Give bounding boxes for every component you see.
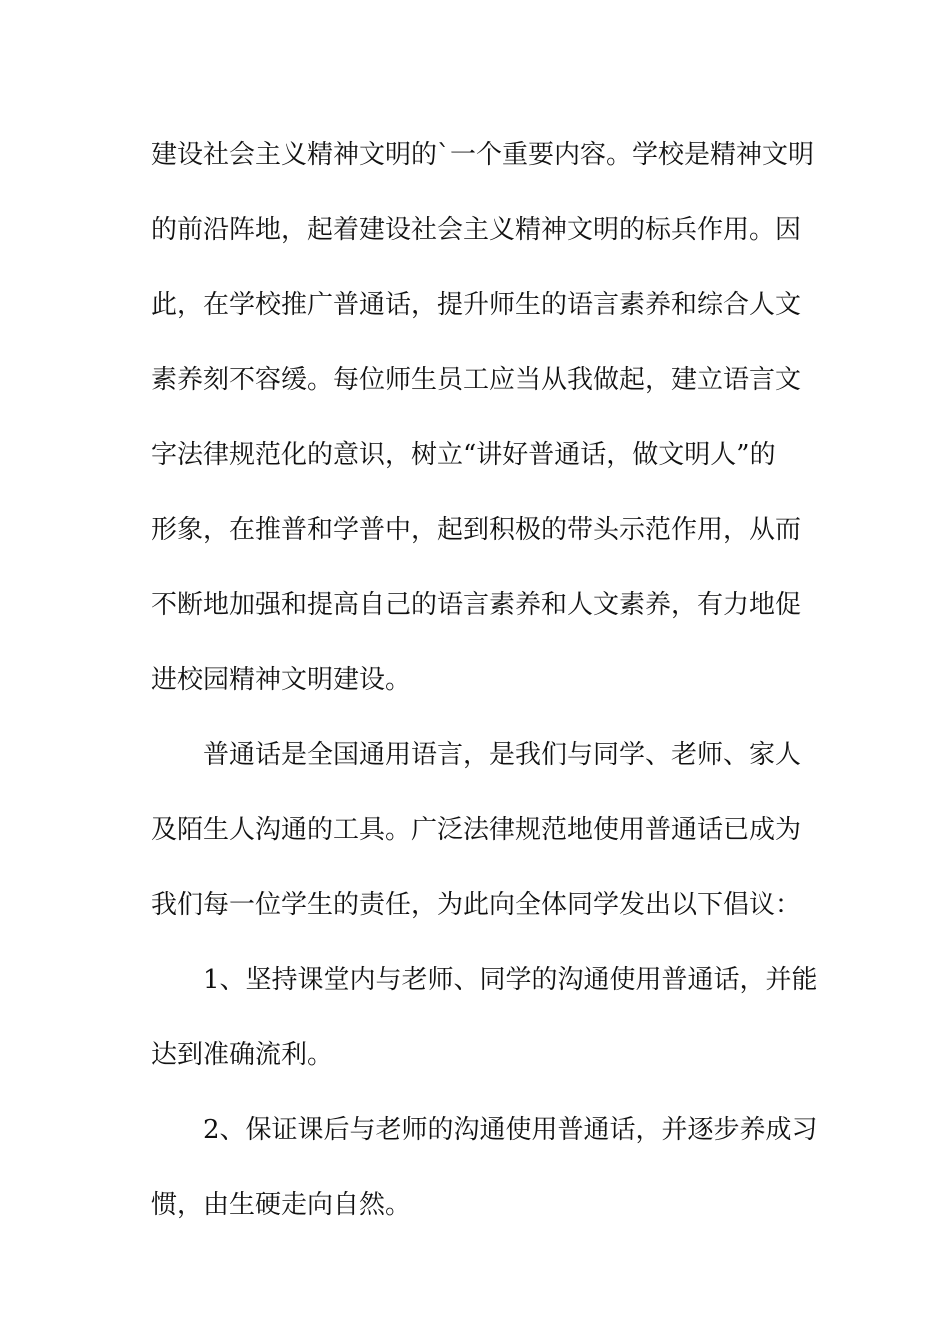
text-line: 进校园精神文明建设。 xyxy=(151,665,412,695)
text-line: 素养刻不容缓。每位师生员工应当从我做起，建立语言文 xyxy=(151,365,802,395)
text-line: 达到准确流利。 xyxy=(151,1040,334,1070)
text-line: 普通话是全国通用语言，是我们与同学、老师、家人 xyxy=(203,740,802,770)
body-text xyxy=(151,124,818,1249)
text-line: 1、坚持课堂内与老师、同学的沟通使用普通话，并能 xyxy=(203,965,818,995)
text-line: 此，在学校推广普通话，提升师生的语言素养和综合人文 xyxy=(151,290,802,320)
text-line: 的前沿阵地，起着建设社会主义精神文明的标兵作用。因 xyxy=(151,215,802,245)
text-line: 不断地加强和提高自己的语言素养和人文素养，有力地促 xyxy=(151,590,802,620)
text-line: 2、保证课后与老师的沟通使用普通话，并逐步养成习 xyxy=(203,1115,818,1145)
text-line: 形象，在推普和学普中，起到积极的带头示范作用，从而 xyxy=(151,515,802,545)
text-line: 惯，由生硬走向自然。 xyxy=(151,1190,412,1220)
text-line: 及陌生人沟通的工具。广泛法律规范地使用普通话已成为 xyxy=(151,815,802,845)
text-line: 字法律规范化的意识，树立“讲好普通话，做文明人”的 xyxy=(151,440,776,470)
text-line: 我们每一位学生的责任，为此向全体同学发出以下倡议： xyxy=(151,890,802,920)
text-line: 建设社会主义精神文明的`一个重要内容。学校是精神文明 xyxy=(151,140,815,170)
